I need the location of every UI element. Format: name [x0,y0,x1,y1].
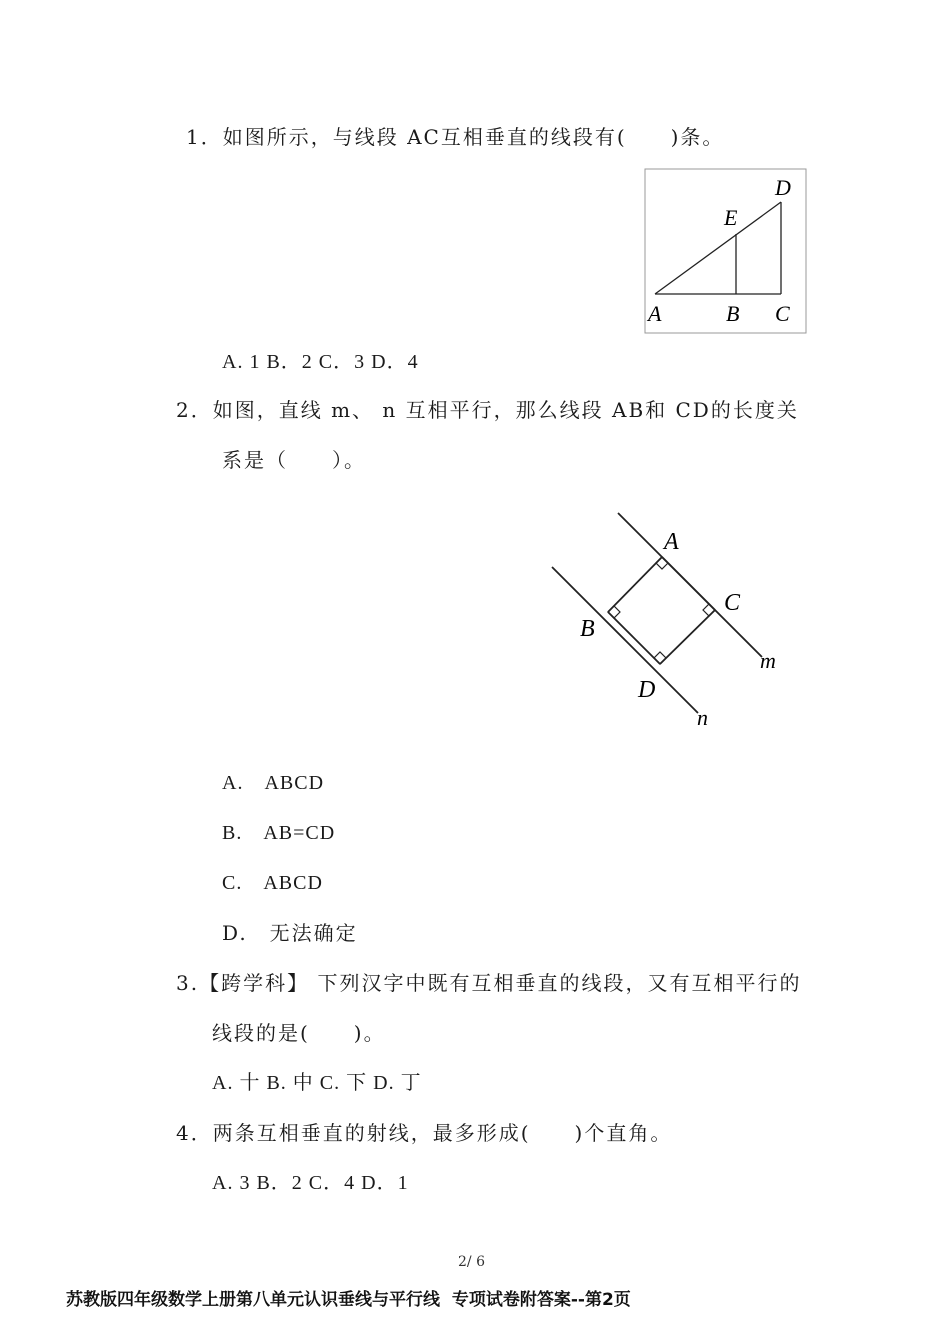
question-3-text-line2: 线段的是( )。 [212,1021,386,1045]
page-number: 2/ 6 [458,1254,485,1270]
label-C: C [724,590,741,616]
question-2-option-a: A. ABCD [222,772,325,794]
label-n: n [697,705,708,730]
question-1-options: A. 1 B．2 C．3 D．4 [222,351,419,373]
question-4-text: 4．两条互相垂直的射线，最多形成( )个直角。 [176,1121,673,1145]
label-B: B [580,616,595,642]
question-2-text-line2: 系是（ ）。 [222,448,366,472]
question-3-text-line1: 3.【跨学科】 下列汉字中既有互相垂直的线段，又有互相平行的 [176,971,802,995]
question-2-option-b: B. AB=CD [222,822,336,844]
label-A: A [664,529,679,555]
question-1-text: 1．如图所示，与线段 AC互相垂直的线段有( )条。 [186,125,725,149]
question-2-figure [540,505,820,735]
question-2-option-c: C. ABCD [222,872,323,894]
label-C: C [775,301,790,326]
question-2-option-d: D. 无法确定 [222,921,358,945]
question-4-options: A. 3 B．2 C．4 D．1 [212,1172,409,1194]
label-A: A [648,301,662,326]
question-1-figure [644,168,808,336]
label-E: E [724,205,738,230]
label-m: m [760,648,776,673]
label-B: B [726,301,740,326]
question-2-text-line1: 2．如图，直线 m、 n 互相平行，那么线段 AB和 CD的长度关 [176,398,799,422]
question-3-options: A. 十 B. 中 C. 下 D. 丁 [212,1072,422,1094]
label-D: D [775,175,791,200]
label-D: D [638,677,656,703]
document-footer: 苏教版四年级数学上册第八单元认识垂线与平行线 专项试卷附答案--第2页 [66,1290,631,1310]
